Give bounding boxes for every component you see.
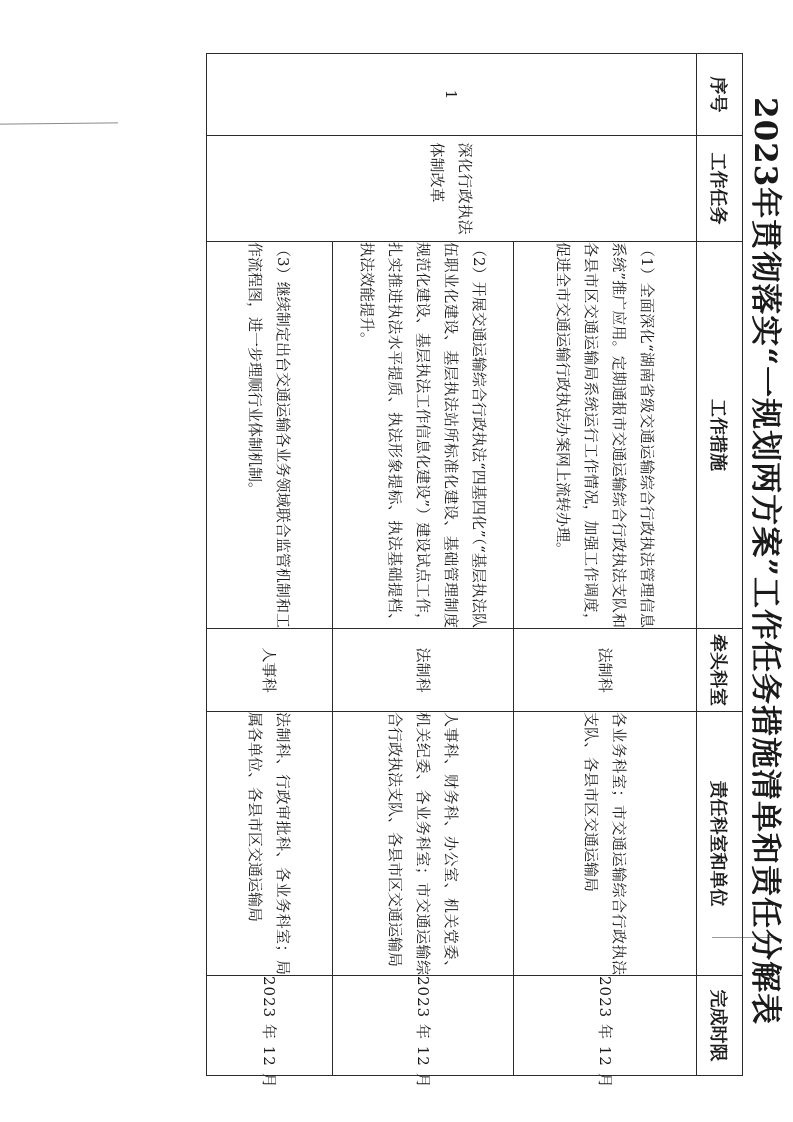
task-cell [207, 136, 697, 242]
measure-cell: （3）继续制定出台交通运输各业务领域联合监管机制和工作流程图，进一步理顺行业体制机制。 [207, 242, 333, 629]
deadline-cell: 2023 年 12 月 [207, 976, 333, 1076]
row-number: 1 [207, 54, 697, 136]
deadline-cell: 2023 年 12 月 [514, 976, 697, 1076]
measure-cell: （2）开展交通运输综合行政执法“四基四化”（“基层执法队伍职业化建设、基层执法站所标准化建设、基础管理制度规范化建设、基层执法工作信息化建设”）建设试点工作，扎实推进执法水平提质、执法形象提标、执法基础提档、执法效能提升。 [333, 242, 514, 629]
deadline-cell: 2023 年 12 月 [333, 976, 514, 1076]
lead-cell: 法制科 [333, 629, 514, 712]
table-row [514, 54, 697, 1076]
header-measure: 工作措施 [697, 242, 743, 629]
responsible-cell: 人事科、财务科、办公室、机关党委、机关纪委、各业务科室；市交通运输综合行政执法支队、各县市区交通运输局 [333, 712, 514, 976]
lead-cell: 法制科 [514, 629, 697, 712]
header-lead: 牵头科室 [697, 629, 743, 712]
responsible-cell: 各业务科室；市交通运输综合行政执法支队、各县市区交通运输局 [514, 712, 697, 976]
header-no: 序号 [697, 54, 743, 136]
document-title: 2023年贯彻落实“一规划两方案”工作任务措施清单和责任分解表 [747, 97, 783, 1025]
header-deadline: 完成时限 [697, 976, 743, 1076]
lead-cell: 人事科 [207, 629, 333, 712]
header-task: 工作任务 [697, 136, 743, 242]
task-table [206, 53, 743, 1089]
header-responsible: 责任科室和单位 [697, 712, 743, 976]
responsible-cell: 法制科、行政审批科、各业务科室；局属各单位、各县市区交通运输局 [207, 712, 333, 976]
measure-cell: （1）全面深化“湖南省级交通运输综合行政执法管理信息系统”推广应用。定期通报市交通运输综合行政执法支队和各县市区交通运输局系统运行工作情况，加强工作调度，促进全市交通运输行政执法办案网上流转办理。 [514, 242, 697, 629]
table-header-row [697, 54, 743, 1076]
task-text: 深化行政执法体制改革 [428, 142, 475, 235]
